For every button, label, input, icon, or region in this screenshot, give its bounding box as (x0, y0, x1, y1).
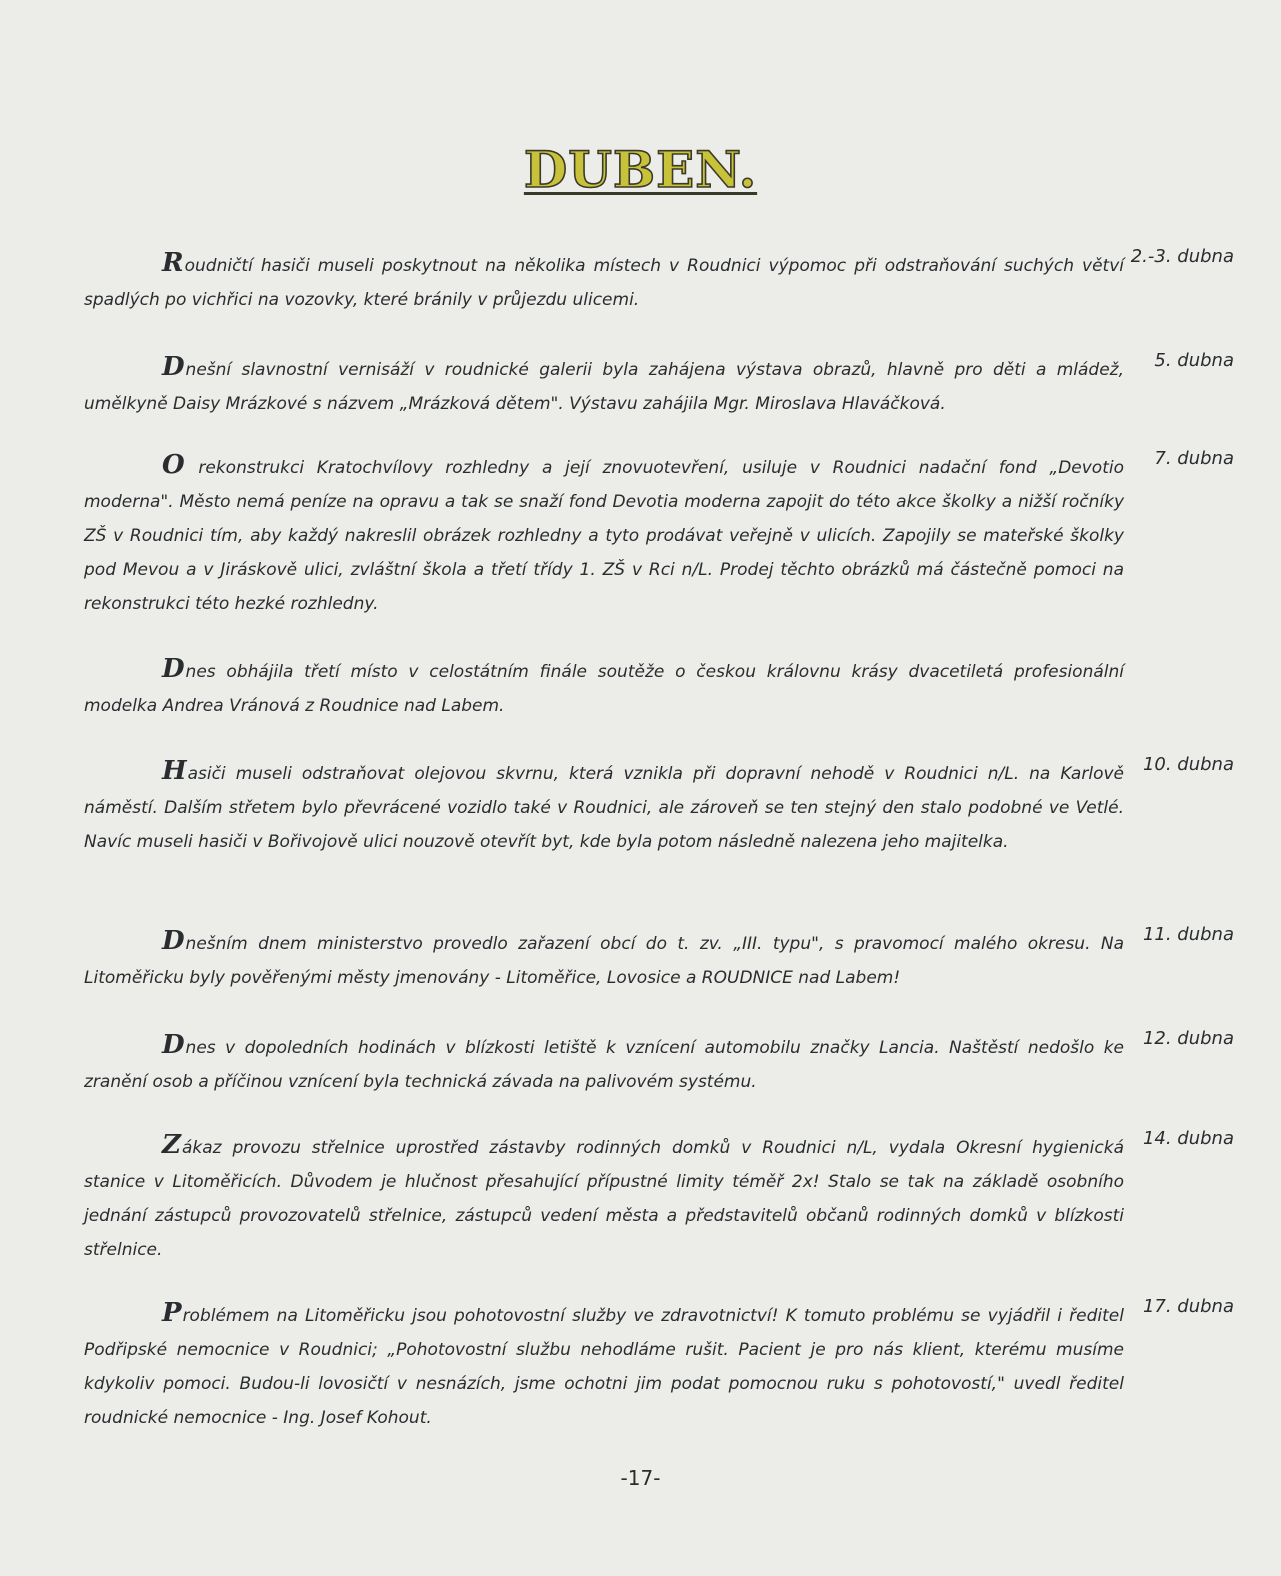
entry-body: nešní slavnostní vernisáží v roudnické galerii byla zahájena výstava obrazů, hlavně pro děti a mládež, umělkyně Daisy Mrázkové s názvem „Mrázková dětem". Výstavu zahájila Mgr. Miroslava Hlaváčková. (84, 360, 1124, 414)
entry-date: 2.-3. dubna (1130, 246, 1234, 267)
entry-text (84, 246, 1124, 317)
page-title: DUBEN. (523, 140, 758, 199)
entry-2 (84, 350, 1234, 421)
initial-letter: D (162, 1030, 185, 1060)
entry-date: 10. dubna (1142, 754, 1234, 775)
entry-date: 17. dubna (1142, 1296, 1234, 1317)
entry-body: asiči museli odstraňovat olejovou skvrnu, která vznikla při dopravní nehodě v Roudnici n/L. na Karlově náměstí. Dalším střetem bylo převrácené vozidlo také v Roudnici, ale zároveň se ten stejný den stalo podobné ve Vetlé. Navíc museli hasiči v Bořivojově ulici nouzově otevřít byt, kde byla potom následně nalezena jeho majitelka. (84, 764, 1124, 852)
entry-date: 11. dubna (1142, 924, 1234, 945)
entry-body: nes obhájila třetí místo v celostátním finále soutěže o českou královnu krásy dvacetiletá profesionální modelka Andrea Vránová z Roudnice nad Labem. (84, 662, 1124, 716)
initial-letter: P (162, 1298, 182, 1328)
initial-letter: D (162, 926, 185, 956)
entry-text (84, 924, 1124, 995)
initial-letter: R (162, 248, 184, 278)
entry-body: rekonstrukci Kratochvílovy rozhledny a její znovuotevření, usiluje v Roudnici nadační fond „Devotio moderna". Město nemá peníze na opravu a tak se snaží fond Devotia moderna zapojit do této akce školky a nižší ročníky ZŠ v Roudnici tím, aby každý nakreslil obrázek rozhledny a tyto prodávat veřejně v ulicích. Zapojily se mateřské školky pod Mevou a v Jiráskově ulici, zvláštní škola a třetí třídy 1. ZŠ v Rci n/L. Prodej těchto obrázků má částečně pomoci na rekonstrukci této hezké rozhledny. (84, 458, 1124, 614)
entry-text (84, 1028, 1124, 1099)
entry-text (84, 1296, 1124, 1435)
initial-letter: H (162, 756, 187, 786)
entry-8 (84, 1128, 1234, 1267)
entry-4 (84, 652, 1234, 723)
entry-body: nešním dnem ministerstvo provedlo zařazení obcí do t. zv. „III. typu", s pravomocí malého okresu. Na Litoměřicku byly pověřenými městy jmenovány - Litoměřice, Lovosice a ROUDNICE nad Labem! (84, 934, 1124, 988)
entry-text (84, 754, 1124, 859)
entry-date: 5. dubna (1154, 350, 1234, 371)
entry-date: 14. dubna (1142, 1128, 1234, 1149)
entry-body: roblémem na Litoměřicku jsou pohotovostní služby ve zdravotnictví! K tomuto problému se vyjádřil i ředitel Podřipské nemocnice v Roudnici; „Pohotovostní službu nehodláme rušit. Pacient je pro nás klient, kterému musíme kdykoliv pomoci. Budou-li lovosičtí v nesnázích, jsme ochotni jim podat pomocnou ruku s pohotovostí," uvedl ředitel roudnické nemocnice - Ing. Josef Kohout. (84, 1306, 1124, 1428)
entry-7 (84, 1028, 1234, 1099)
page-number: -17- (620, 1466, 661, 1490)
initial-letter: D (162, 654, 185, 684)
entry-9 (84, 1296, 1234, 1435)
entry-text (84, 350, 1124, 421)
entry-body: nes v dopoledních hodinách v blízkosti letiště k vznícení automobilu značky Lancia. Naštěstí nedošlo ke zranění osob a příčinou vznícení byla technická závada na palivovém systému. (84, 1038, 1124, 1092)
entry-date: 7. dubna (1154, 448, 1234, 469)
entry-3 (84, 448, 1234, 621)
entry-text (84, 652, 1124, 723)
initial-letter: O (162, 450, 185, 480)
entry-date: 12. dubna (1142, 1028, 1234, 1049)
entry-text (84, 1128, 1124, 1267)
entry-body: oudničtí hasiči museli poskytnout na několika místech v Roudnici výpomoc při odstraňování suchých větví spadlých po vichřici na vozovky, které bránily v průjezdu ulicemi. (84, 256, 1124, 310)
entry-1 (84, 246, 1234, 317)
entry-6 (84, 924, 1234, 995)
initial-letter: Z (162, 1130, 181, 1160)
entry-text (84, 448, 1124, 621)
initial-letter: D (162, 352, 185, 382)
entry-5 (84, 754, 1234, 859)
entry-body: ákaz provozu střelnice uprostřed zástavby rodinných domků v Roudnici n/L, vydala Okresní hygienická stanice v Litoměřicích. Důvodem je hlučnost přesahující přípustné limity téměř 2x! Stalo se tak na základě osobního jednání zástupců provozovatelů střelnice, zástupců vedení města a představitelů občanů rodinných domků v blízkosti střelnice. (84, 1138, 1124, 1260)
